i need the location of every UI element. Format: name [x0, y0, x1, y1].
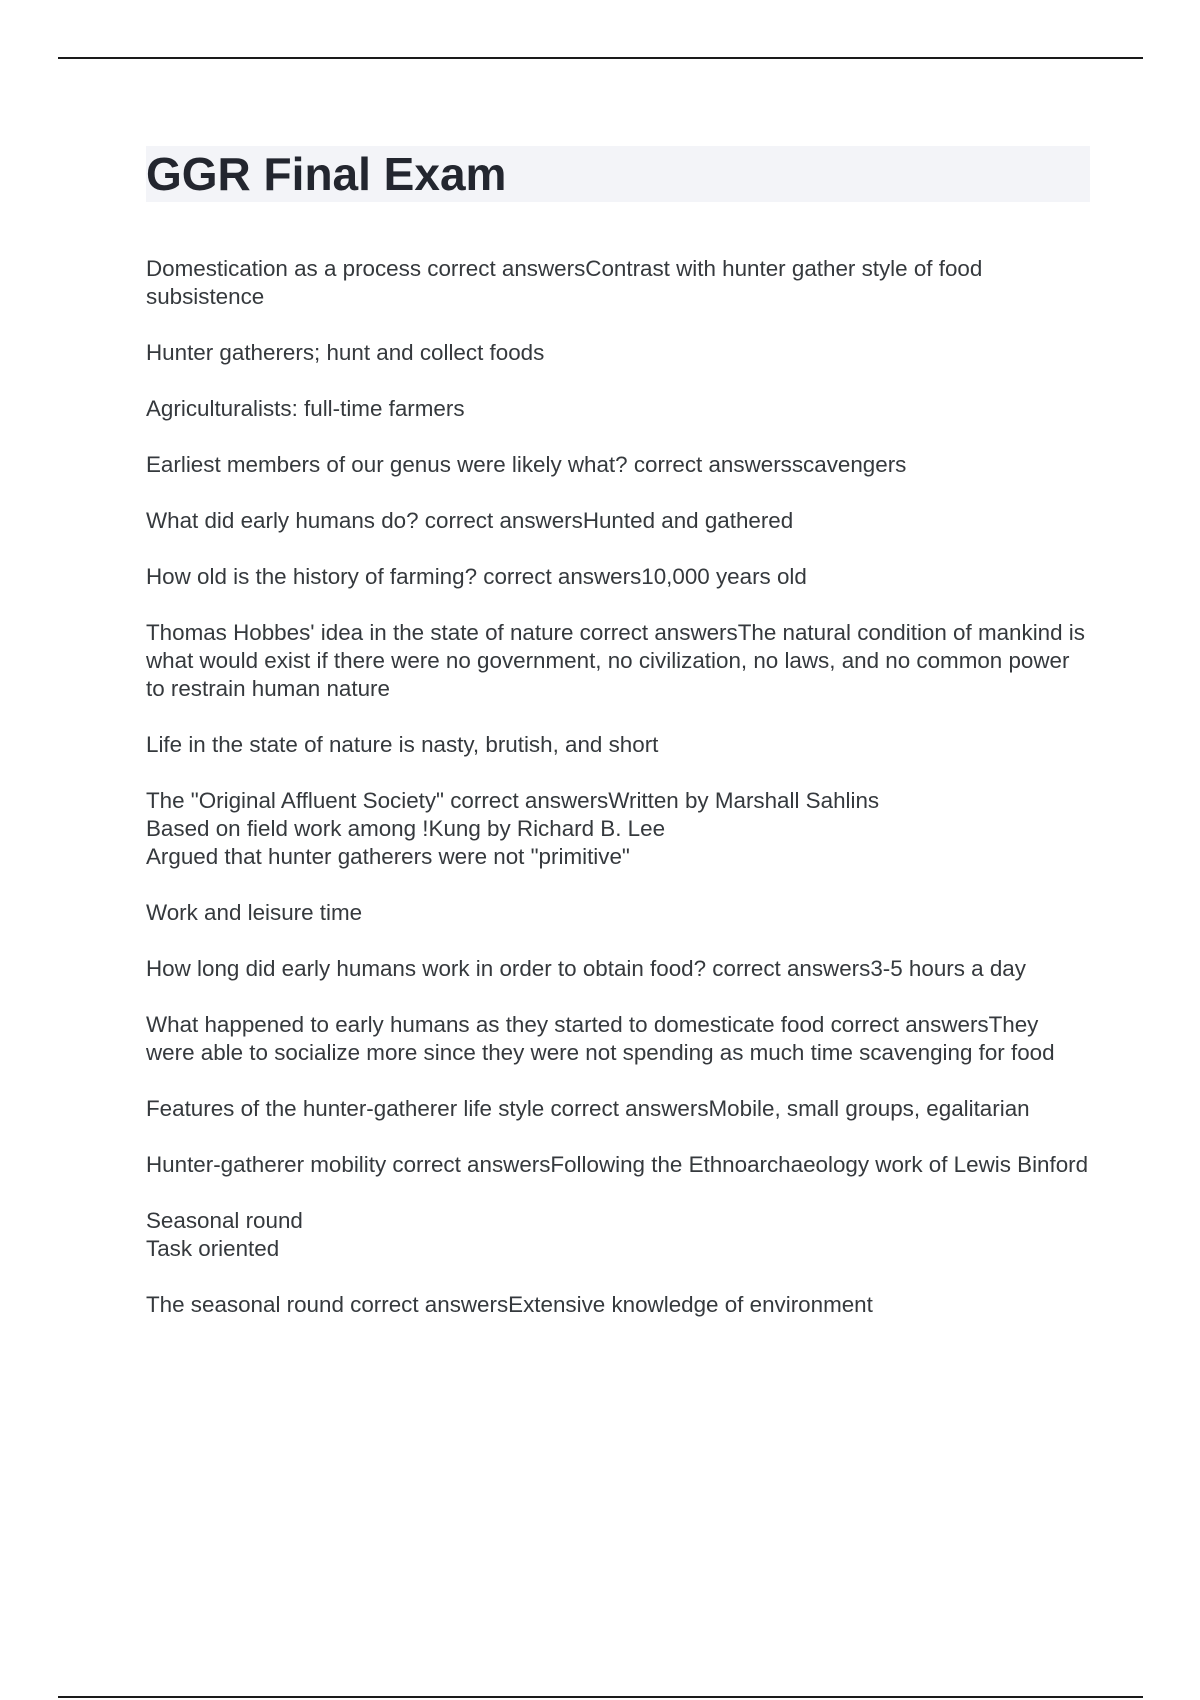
header-rule	[58, 57, 1143, 59]
page-title: GGR Final Exam	[146, 148, 507, 200]
document-body	[146, 255, 1091, 1347]
entry-6: How old is the history of farming? correct answers10,000 years old	[146, 564, 807, 589]
entry-11: How long did early humans work in order to obtain food? correct answers3-5 hours a day	[146, 956, 1026, 981]
title-block	[146, 146, 1090, 202]
entry-7: Thomas Hobbes' idea in the state of nature correct answersThe natural condition of mankind is what would exist if there were no government, no civilization, no laws, and no common power to restrain human nature	[146, 620, 1085, 701]
entry-3: Agriculturalists: full-time farmers	[146, 396, 465, 421]
entry-12: What happened to early humans as they started to domesticate food correct answersThey were able to socialize more since they were not spending as much time scavenging for food	[146, 1012, 1055, 1065]
entry-5: What did early humans do? correct answersHunted and gathered	[146, 508, 794, 533]
entry-9: The "Original Affluent Society" correct answersWritten by Marshall Sahlins Based on field work among !Kung by Richard B. Lee Argued that hunter gatherers were not "primitive"	[146, 788, 880, 869]
entry-4: Earliest members of our genus were likely what? correct answersscavengers	[146, 452, 907, 477]
entry-1: Domestication as a process correct answersContrast with hunter gather style of food subsistence	[146, 256, 983, 309]
entry-14: Hunter-gatherer mobility correct answersFollowing the Ethnoarchaeology work of Lewis Binford	[146, 1152, 1089, 1177]
entry-10: Work and leisure time	[146, 900, 363, 925]
entry-8: Life in the state of nature is nasty, brutish, and short	[146, 732, 659, 757]
footer-rule	[58, 1696, 1143, 1698]
entry-16: The seasonal round correct answersExtensive knowledge of environment	[146, 1292, 873, 1317]
entry-13: Features of the hunter-gatherer life style correct answersMobile, small groups, egalitarian	[146, 1096, 1030, 1121]
entry-15: Seasonal round Task oriented	[146, 1208, 303, 1261]
entry-2: Hunter gatherers; hunt and collect foods	[146, 340, 545, 365]
